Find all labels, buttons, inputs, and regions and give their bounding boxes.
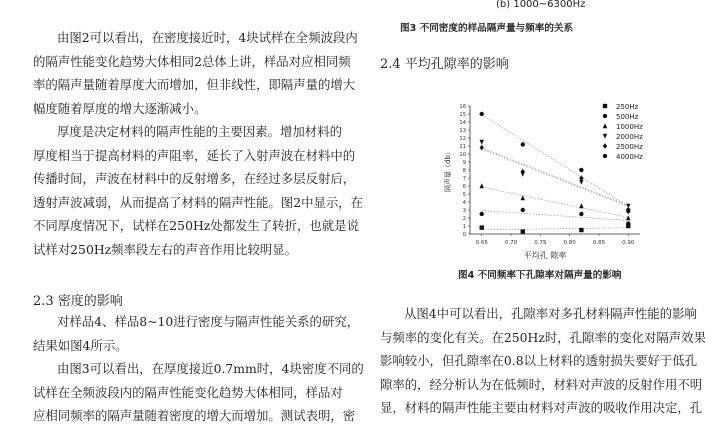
text-line: 显，材料的隔声性能主要由材料对声波的吸收作用决定，孔 — [380, 400, 703, 416]
legend-label: 1000Hz — [616, 123, 643, 131]
porosity-chart — [400, 86, 700, 286]
y-tick-label: 9 — [462, 160, 466, 166]
y-axis-label: 隔声量（db） — [444, 148, 452, 192]
trend-line — [482, 228, 629, 230]
text-line: 由图3可以看出，在厚度接近0.7mm时，4块密度不同的 — [57, 361, 364, 376]
data-point — [579, 228, 583, 232]
text-line: 应相同频率的隔声量随着密度的增大而增加。测试表明，密 — [33, 408, 356, 424]
data-point — [480, 183, 484, 188]
trend-line — [482, 187, 629, 217]
data-point — [480, 145, 484, 150]
section-heading-density: 2.3 密度的影响 — [33, 294, 123, 309]
data-point — [521, 169, 525, 174]
legend-marker — [603, 154, 607, 158]
data-point — [626, 215, 630, 220]
x-tick-label: 0.90 — [622, 240, 635, 246]
data-point — [626, 221, 630, 225]
y-tick-label: 13 — [459, 128, 466, 134]
legend-marker — [603, 104, 607, 108]
y-tick-label: 6 — [462, 184, 466, 190]
data-point — [579, 212, 583, 216]
legend-marker — [603, 114, 607, 118]
text-line: 透射声波减弱，从而提高了材料的隔声性能。图2中显示，在 — [33, 194, 364, 210]
x-axis-label: 平均孔 隙率 — [523, 251, 567, 260]
data-point — [480, 212, 484, 216]
data-point — [626, 208, 630, 212]
y-tick-label: 0 — [462, 232, 466, 238]
section-heading-porosity: 2.4 平均孔隙率的影响 — [380, 57, 509, 72]
y-tick-label: 12 — [459, 136, 466, 142]
figure3-caption: 图3 不同密度的样品隔声量与频率的关系 — [400, 23, 574, 34]
text-line: 厚度是决定材料的隔声性能的主要因素。增加材料的 — [57, 124, 342, 139]
data-point — [480, 140, 484, 145]
text-line: 不同厚度情况下，试样在250Hz处都发生了转折，也就是说 — [33, 218, 359, 234]
trend-line — [482, 115, 629, 207]
data-point — [521, 208, 525, 212]
legend-label: 500Hz — [616, 113, 639, 121]
y-tick-label: 7 — [462, 176, 466, 182]
right-column — [360, 0, 718, 427]
text-line: 与频率的变化有关。在250Hz时，孔隙率的变化对隔声效果 — [380, 329, 706, 345]
x-tick-label: 0.85 — [592, 240, 606, 246]
legend-label: 2500Hz — [616, 143, 643, 151]
y-tick-label: 2 — [462, 216, 466, 222]
y-tick-label: 3 — [462, 208, 466, 214]
data-point — [579, 203, 583, 208]
y-tick-label: 1 — [462, 224, 466, 230]
text-line: 率的隔声量随着厚度大而增加，但非线性，即隔声量的增大 — [33, 77, 356, 93]
legend-label: 4000Hz — [616, 153, 643, 161]
legend-marker — [603, 143, 607, 148]
y-tick-label: 15 — [459, 112, 466, 118]
data-point — [521, 142, 525, 146]
y-tick-label: 11 — [459, 144, 466, 150]
y-tick-label: 8 — [462, 168, 466, 174]
y-tick-label: 10 — [459, 152, 466, 158]
text-line: 由图2可以看出，在密度接近时，4块试样在全频波段内 — [57, 30, 358, 45]
text-line: 试样对250Hz频率段左右的声音作用比较明显。 — [33, 242, 298, 257]
legend-label: 2000Hz — [616, 133, 643, 141]
x-tick-label: 0.65 — [475, 240, 488, 246]
data-point — [480, 112, 484, 116]
data-point — [521, 229, 525, 233]
text-line: 隙率的，经分析认为在低频时，材料对声波的反射作用不明 — [380, 376, 703, 392]
text-line: 传播时间，声波在材料中的反射增多，在经过多层反射后， — [33, 171, 356, 187]
y-tick-label: 14 — [459, 120, 466, 126]
text-line: 结果如图4所示。 — [33, 337, 128, 353]
x-tick-label: 0.75 — [534, 240, 547, 246]
figure3-subcaption: (b) 1000~6300Hz — [496, 0, 586, 10]
text-line: 从图4中可以看出，孔隙率对多孔材料隔声性能的影响 — [404, 306, 697, 321]
legend-marker — [603, 123, 607, 128]
data-point — [480, 225, 484, 229]
y-tick-label: 5 — [462, 192, 466, 198]
y-tick-label: 4 — [462, 200, 466, 206]
x-tick-label: 0.70 — [504, 240, 518, 246]
text-line: 幅度随着厚度的增大逐渐减小。 — [33, 100, 207, 116]
text-line: 影响较小，但孔隙率在0.8以上材料的透射损失要好于低孔 — [380, 353, 698, 369]
data-point — [579, 168, 583, 172]
text-line: 对样品4、样品8~10进行密度与隔声性能关系的研究， — [57, 314, 360, 329]
y-tick-label: 16 — [459, 104, 466, 110]
text-line: 厚度相当于提高材料的声阻率，延长了入射声波在材料中的 — [33, 147, 356, 163]
legend-label: 250Hz — [616, 103, 639, 111]
legend-marker — [603, 134, 607, 139]
trend-line — [482, 211, 629, 221]
x-tick-label: 0.80 — [563, 240, 576, 246]
text-line: 试样在全频波段内的隔声性能变化趋势大体相同，样品对 — [33, 384, 343, 400]
figure4-caption: 图4 不同频率下孔隙率对隔声量的影响 — [458, 270, 622, 281]
text-line: 的隔声性能变化趋势大体相同2总体上讲，样品对应相同频 — [33, 53, 351, 69]
